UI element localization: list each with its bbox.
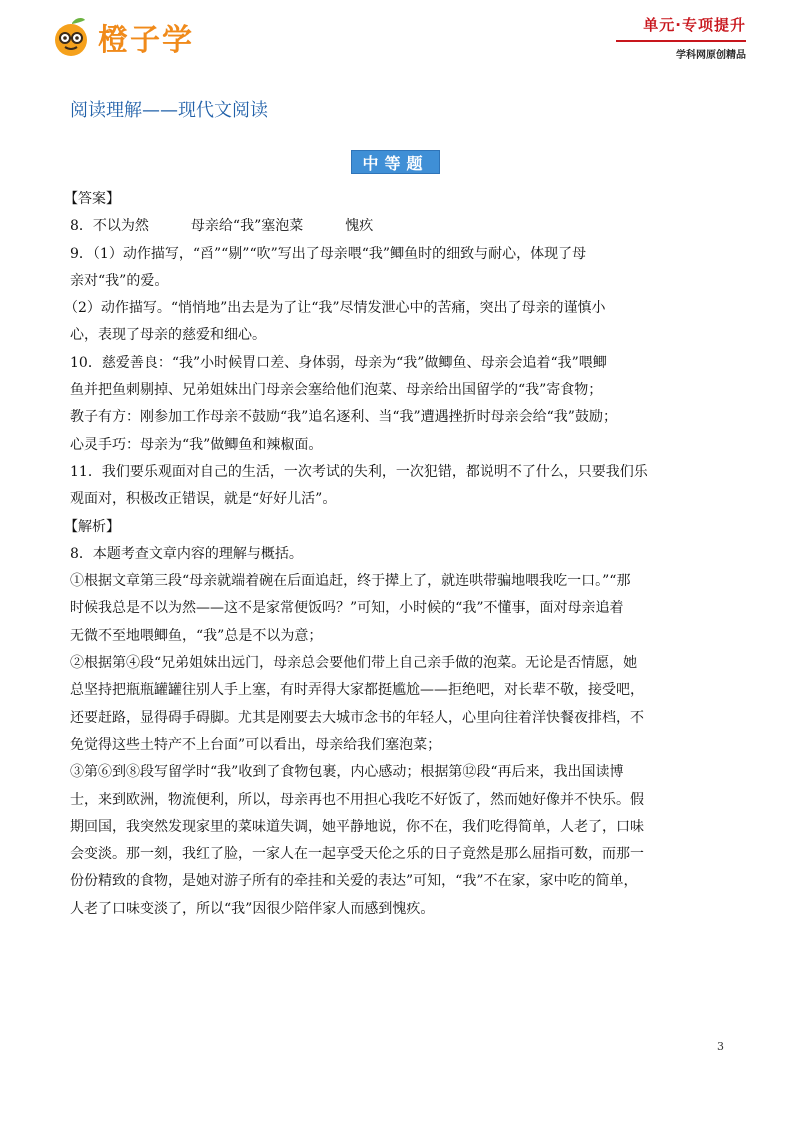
text-line: 【答案】 xyxy=(64,191,120,207)
text-line: 士，来到欧洲，物流便利，所以，母亲再也不用担心我吃不好饭了，然而她好像并不快乐。假 xyxy=(70,791,644,808)
brand-logo xyxy=(50,14,194,60)
text-line: 10．慈爱善良：“我”小时候胃口差、身体弱，母亲为“我”做鲫鱼、母亲会追着“我”喂鲫 xyxy=(70,354,607,371)
orange-face-logo-icon xyxy=(50,16,92,58)
text-line: ①根据文章第三段“母亲就端着碗在后面追赶，终于撵上了，就连哄带骗地喂我吃一口。”“那 xyxy=(70,573,631,590)
text-line: 8．不以为然 母亲给“我”塞泡菜 愧疚 xyxy=(70,218,374,235)
badge-title: 单元·专项提升 xyxy=(643,16,746,34)
text-line: 期回国，我突然发现家里的菜味道失调，她平静地说，你不在，我们吃得简单，人老了，口味 xyxy=(70,818,644,835)
text-line: ③第⑥到⑧段写留学时“我”收到了食物包裹，内心感动；根据第⑫段“再后来，我出国读博 xyxy=(70,764,624,781)
difficulty-tag: 中等题 xyxy=(351,150,440,174)
text-line: ②根据第④段“兄弟姐妹出远门，母亲总会要他们带上自己亲手做的泡菜。无论是否情愿，她 xyxy=(70,655,638,672)
text-line: 8．本题考查文章内容的理解与概括。 xyxy=(70,545,303,562)
text-line: 观面对，积极改正错误，就是“好好儿活”。 xyxy=(70,491,337,508)
page-number: 3 xyxy=(717,1040,724,1053)
text-line: 还要赶路，显得碍手碍脚。尤其是刚要去大城市念书的年轻人，心里向往着洋快餐夜排档，不 xyxy=(70,709,644,726)
series-badge xyxy=(616,14,746,61)
text-line: 无微不至地喂鲫鱼，“我”总是不以为意； xyxy=(70,627,323,644)
text-line: 鱼并把鱼刺剔掉、兄弟姐妹出门母亲会塞给他们泡菜、母亲给出国留学的“我”寄食物； xyxy=(70,382,603,399)
text-line: 心，表现了母亲的慈爱和细心。 xyxy=(70,327,266,344)
text-line: 【解析】 xyxy=(64,518,120,535)
text-line: 11．我们要乐观面对自己的生活，一次考试的失利，一次犯错，都说明不了什么，只要我们乐 xyxy=(70,463,648,480)
text-line: 时候我总是不以为然——这不是家常便饭吗？”可知，小时候的“我”不懂事，面对母亲追着 xyxy=(70,600,624,617)
badge-divider xyxy=(616,40,746,42)
answer-content xyxy=(64,186,730,923)
text-line: 免觉得这些土特产不上台面”可以看出，母亲给我们塞泡菜； xyxy=(70,736,442,753)
text-line: 人老了口味变淡了，所以“我”因很少陪伴家人而感到愧疚。 xyxy=(70,900,435,917)
page-header xyxy=(0,0,794,70)
text-line: 总坚持把瓶瓶罐罐往别人手上塞，有时弄得大家都挺尴尬——拒绝吧，对长辈不敬，接受吧， xyxy=(70,682,644,699)
text-line: 教子有方：刚参加工作母亲不鼓励“我”追名逐利、当“我”遭遇挫折时母亲会给“我”鼓励； xyxy=(70,409,617,426)
logo-text: 橙子学 xyxy=(98,23,194,58)
text-line: （2）动作描写。“悄悄地”出去是为了让“我”尽情发泄心中的苦痛，突出了母亲的谨慎小 xyxy=(64,300,606,317)
text-line: 会变淡。那一刻，我红了脸，一家人在一起享受天伦之乐的日子竟然是那么屈指可数，而那一 xyxy=(70,846,644,863)
text-line: 份份精致的食物，是她对游子所有的牵挂和关爱的表达”可知，“我”不在家，家中吃的简单， xyxy=(70,873,638,890)
section-title: 阅读理解——现代文阅读 xyxy=(70,100,268,121)
text-line: 心灵手巧：母亲为“我”做鲫鱼和辣椒面。 xyxy=(70,436,323,453)
badge-subtitle: 学科网原创精品 xyxy=(676,50,746,61)
text-line: 9．（1）动作描写，“舀”“剔”“吹”写出了母亲喂“我”鲫鱼时的细致与耐心，体现了母 xyxy=(70,245,587,262)
text-line: 亲对“我”的爱。 xyxy=(70,272,169,289)
